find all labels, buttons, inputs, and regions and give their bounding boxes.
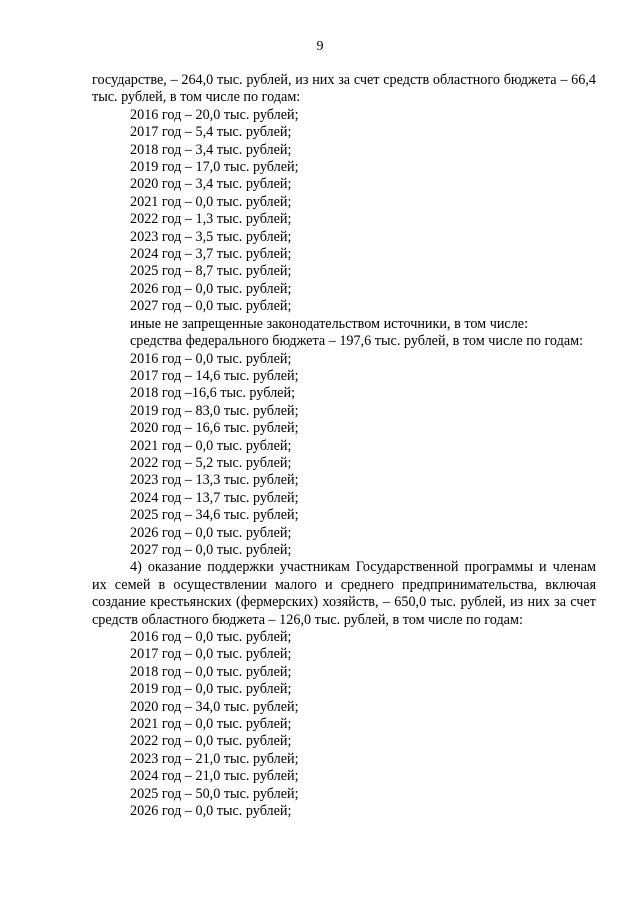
- year-amount-item: 2017 год – 5,4 тыс. рублей;: [130, 124, 292, 141]
- year-amount-item: 2018 год – 3,4 тыс. рублей;: [130, 141, 292, 158]
- year-amount-item: 2025 год – 34,6 тыс. рублей;: [130, 507, 299, 524]
- year-amount-item: 2019 год – 83,0 тыс. рублей;: [130, 402, 299, 419]
- year-amount-item: 2021 год – 0,0 тыс. рублей;: [130, 716, 292, 733]
- year-amount-item: 2023 год – 13,3 тыс. рублей;: [130, 472, 299, 489]
- year-amount-item: 2024 год – 13,7 тыс. рублей;: [130, 489, 299, 506]
- year-amount-item: 2022 год – 5,2 тыс. рублей;: [130, 454, 292, 471]
- year-amount-item: 2016 год – 0,0 тыс. рублей;: [130, 629, 292, 645]
- year-amount-item: 2017 год – 14,6 тыс. рублей;: [130, 367, 299, 384]
- year-amount-item: 2022 год – 0,0 тыс. рублей;: [130, 733, 292, 750]
- year-amount-item: 2019 год – 17,0 тыс. рублей;: [130, 159, 299, 176]
- document-body: [92, 72, 596, 820]
- year-amount-item: 2018 год –16,6 тыс. рублей;: [130, 385, 296, 402]
- paragraph-other-sources: иные не запрещенные законодательством источники, в том числе:: [130, 315, 529, 332]
- paragraph-federal-budget: средства федерального бюджета – 197,6 тыс. рублей, в том числе по годам:: [130, 333, 584, 350]
- year-amount-item: 2017 год – 0,0 тыс. рублей;: [130, 646, 292, 663]
- year-list-federal: [92, 351, 596, 560]
- year-list-business-support: [92, 629, 596, 820]
- paragraph-regional-budget: государстве, – 264,0 тыс. рублей, из них за счет средств областного бюджета – 66,4 тыс. рублей, в том числе по годам:: [92, 72, 596, 106]
- year-amount-item: 2027 год – 0,0 тыс. рублей;: [130, 298, 292, 315]
- year-amount-item: 2024 год – 21,0 тыс. рублей;: [130, 768, 299, 785]
- paragraph-business-support: 4) оказание поддержки участникам Государственной программы и членам их семей в осуществлении малого и среднего предпринимательства, включая создание крестьянских (фермерских) хозяйств, – 650,0 тыс. рублей, из них за счет средств областного бюджета – 126,0 тыс. рублей, в том числе по годам:: [92, 559, 596, 628]
- year-amount-item: 2025 год – 50,0 тыс. рублей;: [130, 785, 299, 802]
- year-amount-item: 2023 год – 21,0 тыс. рублей;: [130, 750, 299, 767]
- page-number: 9: [316, 39, 324, 54]
- year-amount-item: 2019 год – 0,0 тыс. рублей;: [130, 681, 292, 698]
- year-amount-item: 2021 год – 0,0 тыс. рублей;: [130, 437, 292, 454]
- year-amount-item: 2027 год – 0,0 тыс. рублей;: [130, 541, 292, 558]
- year-amount-item: 2026 год – 0,0 тыс. рублей;: [130, 524, 292, 541]
- year-amount-item: 2026 год – 0,0 тыс. рублей;: [130, 803, 292, 820]
- year-amount-item: 2018 год – 0,0 тыс. рублей;: [130, 663, 292, 680]
- year-amount-item: 2026 год – 0,0 тыс. рублей;: [130, 280, 292, 297]
- year-amount-item: 2016 год – 20,0 тыс. рублей;: [130, 106, 299, 123]
- year-amount-item: 2024 год – 3,7 тыс. рублей;: [130, 246, 292, 263]
- year-amount-item: 2020 год – 34,0 тыс. рублей;: [130, 698, 299, 715]
- year-amount-item: 2020 год – 16,6 тыс. рублей;: [130, 420, 299, 437]
- year-amount-item: 2020 год – 3,4 тыс. рублей;: [130, 176, 292, 193]
- year-amount-item: 2022 год – 1,3 тыс. рублей;: [130, 211, 292, 228]
- year-amount-item: 2016 год – 0,0 тыс. рублей;: [130, 350, 292, 367]
- year-amount-item: 2021 год – 0,0 тыс. рублей;: [130, 193, 292, 210]
- year-amount-item: 2025 год – 8,7 тыс. рублей;: [130, 263, 292, 280]
- year-amount-item: 2023 год – 3,5 тыс. рублей;: [130, 228, 292, 245]
- year-list-regional: [92, 107, 596, 316]
